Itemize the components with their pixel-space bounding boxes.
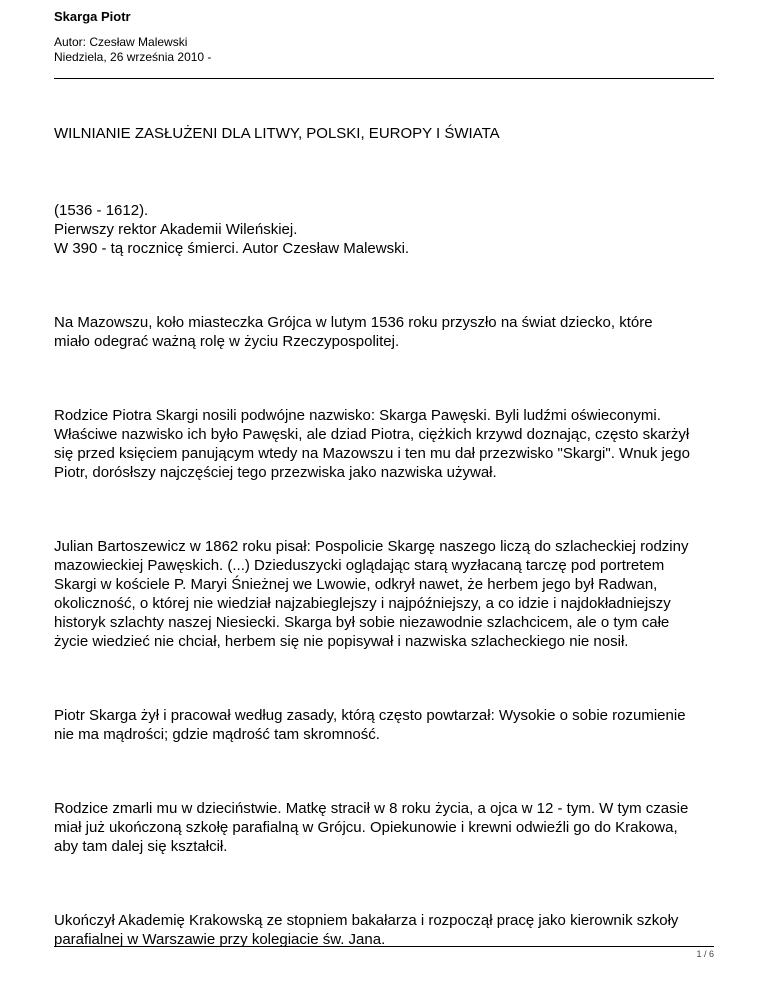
paragraph-line: Rodzice zmarli mu w dzieciństwie. Matkę stracił w 8 roku życia, a ojca w 12 - tym. W tym czasie (54, 800, 689, 817)
paragraph-line: Właściwe nazwisko ich było Pawęski, ale dziad Piotra, ciężkich krzywd doznając, często skarżył (54, 426, 690, 443)
paragraph-line: Julian Bartoszewicz w 1862 roku pisał: Pospolicie Skargę naszego liczą do szlacheckiej rodziny (54, 538, 689, 555)
paragraph-line: się przed księciem panującym wtedy na Mazowszu i ten mu dał przezwisko "Skargi". Wnuk jego (54, 445, 690, 462)
intro-block (54, 201, 718, 258)
paragraph-line: historyk szlachty naszej Niesiecki. Skarga był sobie niezawodnie szlachcicem, ale o tym całe (54, 614, 670, 631)
page-header (54, 9, 714, 65)
paragraph-line: parafialnej w Warszawie przy kolegiacie św. Jana. (54, 931, 386, 948)
paragraph-line: Piotr, dorósłszy najczęściej tego przezwiska jako nazwiska używał. (54, 464, 497, 481)
intro-line: Pierwszy rektor Akademii Wileńskiej. (54, 221, 298, 238)
paragraph (54, 911, 718, 949)
page-number: 1 / 6 (696, 949, 714, 959)
paragraph (54, 706, 718, 744)
paragraph-line: aby tam dalej się kształcił. (54, 838, 228, 855)
paragraph (54, 313, 718, 351)
paragraph-line: miało odegrać ważną rolę w życiu Rzeczypospolitej. (54, 333, 400, 350)
paragraph-line: Ukończył Akademię Krakowską ze stopniem bakałarza i rozpoczął pracę jako kierownik szkoły (54, 912, 679, 929)
paragraph-line: Na Mazowszu, koło miasteczka Grójca w lutym 1536 roku przyszło na świat dziecko, które (54, 314, 653, 331)
paragraph-line: Piotr Skarga żył i pracował według zasady, którą często powtarzał: Wysokie o sobie rozumienie (54, 707, 686, 724)
paragraph-line: okoliczność, o której nie wiedział najzabieglejszy i najpóźniejszy, a co idzie i najdokładniejszy (54, 595, 671, 612)
paragraph-line: miał już ukończoną szkołę parafialną w Grójcu. Opiekunowie i krewni odwieźli go do Krakowa, (54, 819, 678, 836)
paragraph (54, 537, 718, 651)
date-line: Niedziela, 26 września 2010 - (54, 50, 212, 64)
paragraph-line: mazowieckiej Pawęskich. (...) Dzieduszycki oglądając starą wyzłacaną tarczę pod portretem (54, 557, 665, 574)
paragraph-line: życie wiedzieć nie chciał, herbem się nie popisywał i nazwiska szlacheckiego nie nosił. (54, 633, 629, 650)
paragraph (54, 406, 718, 482)
article-heading: WILNIANIE ZASŁUŻENI DLA LITWY, POLSKI, EUROPY I ŚWIATA (54, 125, 500, 142)
header-divider (54, 78, 714, 79)
paragraph (54, 799, 718, 856)
article-body (54, 124, 718, 949)
footer-divider (54, 946, 714, 947)
paragraph-line: Rodzice Piotra Skargi nosili podwójne nazwisko: Skarga Pawęski. Byli ludźmi oświeconymi. (54, 407, 661, 424)
paragraph-line: Skargi w kościele P. Maryi Śnieżnej we Lwowie, odkrył nawet, że herbem jego był Radwan, (54, 576, 658, 593)
intro-line: W 390 - tą rocznicę śmierci. Autor Czesław Malewski. (54, 240, 410, 257)
paragraph-line: nie ma mądrości; gdzie mądrość tam skromność. (54, 726, 380, 743)
document-title: Skarga Piotr (54, 9, 131, 24)
intro-line: (1536 - 1612). (54, 202, 149, 219)
author-line: Autor: Czesław Malewski (54, 35, 188, 49)
